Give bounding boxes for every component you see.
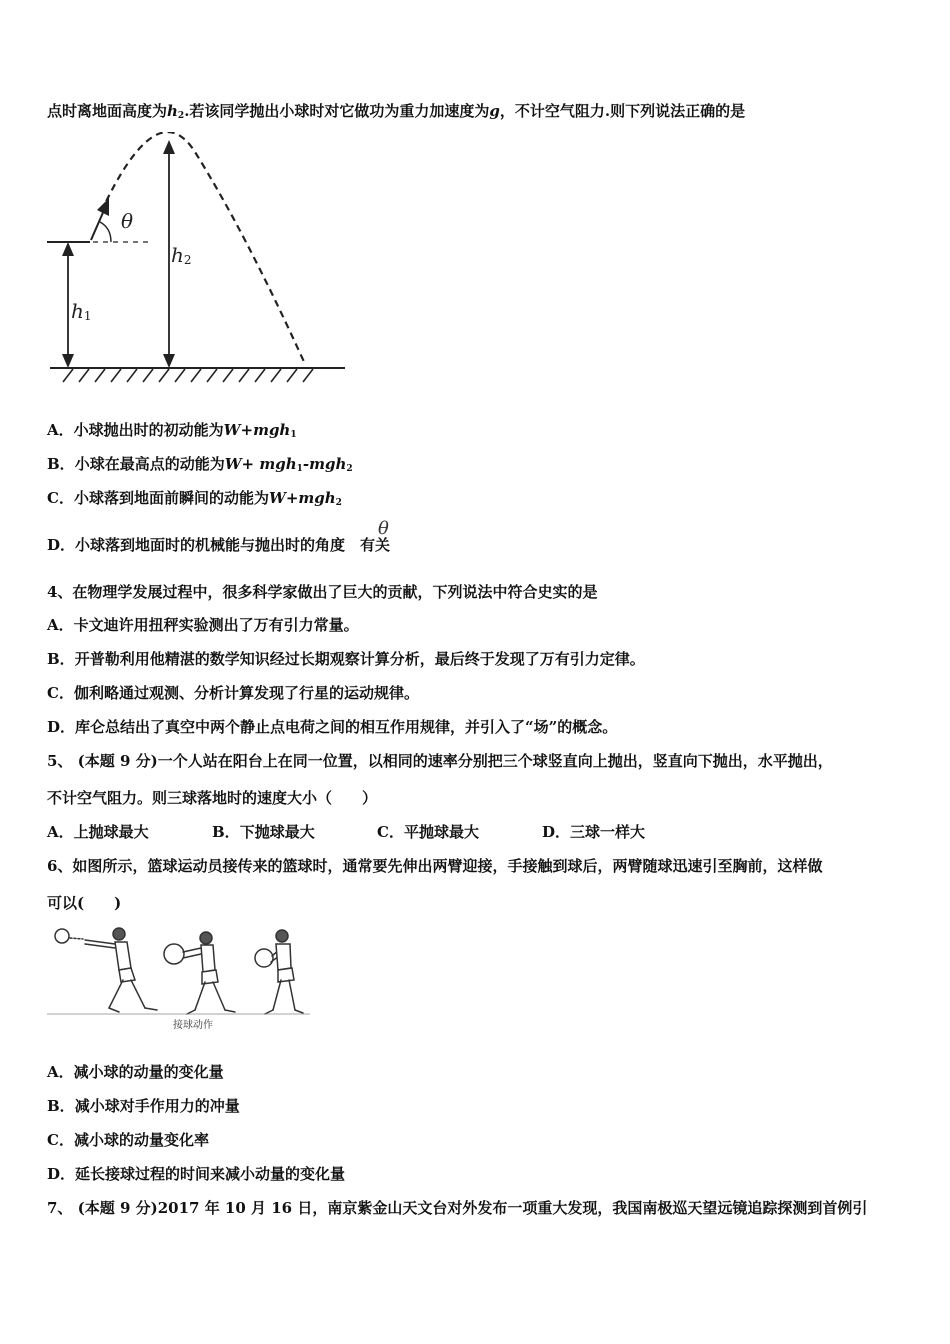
option-label: A． xyxy=(47,1063,74,1081)
option-label: B． xyxy=(212,823,240,841)
option-text: 卡文迪许用扭秤实验测出了万有引力常量。 xyxy=(73,616,359,634)
option-sub2: 2 xyxy=(346,464,353,474)
option-text: 伽利略通过观测、分析计算发现了行星的运动规律。 xyxy=(73,684,419,702)
trajectory xyxy=(101,132,305,364)
q5-option-c xyxy=(377,822,542,842)
option-label: A． xyxy=(47,421,74,439)
q4-option-b xyxy=(47,649,645,669)
q3-option-c xyxy=(47,488,342,513)
angle-arc xyxy=(100,222,111,242)
option-sub: 1 xyxy=(290,430,297,440)
option-text: 下抛球最大 xyxy=(239,823,315,841)
option-text: 减小球对手作用力的冲量 xyxy=(74,1097,240,1115)
option-label: C． xyxy=(47,684,74,702)
h2-arrow-up xyxy=(163,140,175,154)
option-label: D． xyxy=(47,718,76,736)
q6-option-d xyxy=(47,1164,345,1184)
option-text: 小球落到地面时的机械能与抛出时的角度 xyxy=(75,536,346,554)
q6-option-b xyxy=(47,1096,240,1116)
option-text: 小球落到地面前瞬间的动能为 xyxy=(73,489,269,507)
h2-arrow-down xyxy=(163,354,175,368)
option-sub: 2 xyxy=(335,498,342,508)
option-label: B． xyxy=(47,455,75,473)
option-formula2: -mgh xyxy=(302,455,347,473)
option-label: B． xyxy=(47,1097,75,1115)
option-label: B． xyxy=(47,650,75,668)
ground-hatching xyxy=(63,369,313,382)
option-label: C． xyxy=(47,1131,74,1149)
option-formula: W+ mgh xyxy=(224,455,297,473)
option-text: 开普勒利用他精湛的数学知识经过长期观察计算分析，最后终于发现了万有引力定律。 xyxy=(74,650,645,668)
option-text: 三球一样大 xyxy=(570,823,646,841)
option-text: 上抛球最大 xyxy=(73,823,149,841)
option-tail: 有关 xyxy=(360,536,391,554)
q6-option-a xyxy=(47,1062,224,1082)
option-text: 小球在最高点的动能为 xyxy=(74,455,225,473)
q6-stem-line1: 6、如图所示，篮球运动员接传来的篮球时，通常要先伸出两臂迎接，手接触到球后，两臂随球迅速引至胸前，这样做 xyxy=(47,857,823,875)
option-text: 库仑总结出了真空中两个静止点电荷之间的相互作用规律，并引入了“场”的概念。 xyxy=(75,718,618,736)
option-text: 减小球的动量变化率 xyxy=(73,1131,209,1149)
option-label: A． xyxy=(47,616,74,634)
q5-option-b xyxy=(212,822,377,842)
option-sub: 1 xyxy=(296,464,303,474)
option-text: 减小球的动量的变化量 xyxy=(73,1063,224,1081)
q5-options xyxy=(47,822,645,842)
q5-option-d xyxy=(542,823,645,841)
q4-option-a xyxy=(47,615,359,635)
q7-stem-line1: 7、 (本题 9 分)2017 年 10 月 16 日，南京紫金山天文台对外发布一项重大发现，我国南极巡天望远镜追踪探测到首例引 xyxy=(47,1199,868,1217)
q3-stem-g: g xyxy=(489,102,500,120)
h1-arrow-up xyxy=(62,242,74,256)
q3-stem-text: 点时离地面高度为 xyxy=(47,102,168,120)
q3-option-a xyxy=(47,420,297,445)
q3-stem xyxy=(47,101,745,126)
option-label: C． xyxy=(377,823,404,841)
q4-option-c xyxy=(47,683,419,703)
option-label: A． xyxy=(47,823,74,841)
option-text: 平抛球最大 xyxy=(403,823,479,841)
q3-option-d xyxy=(47,535,390,555)
q6-option-c xyxy=(47,1130,209,1150)
q4-option-d xyxy=(47,717,617,737)
q3-stem-h-sub: 2 xyxy=(177,111,185,121)
option-label: C． xyxy=(47,489,74,507)
projectile-figure xyxy=(45,132,355,387)
h1-arrow-down xyxy=(62,354,74,368)
option-formula: W+mgh xyxy=(223,421,291,439)
q4-stem: 4、在物理学发展过程中，很多科学家做出了巨大的贡献，下列说法中符合史实的是 xyxy=(47,583,598,601)
q3-stem-text2: .若该同学抛出小球时对它做功为重力加速度为 xyxy=(184,102,490,120)
q5-option-a xyxy=(47,822,212,842)
q5-stem-line2: 不计空气阻力。则三球落地时的速度大小（ ） xyxy=(47,789,378,807)
q3-option-d-theta: θ xyxy=(378,518,389,539)
option-label: D． xyxy=(542,823,571,841)
option-label: D． xyxy=(47,536,76,554)
theta-label: θ xyxy=(121,209,134,233)
option-text: 延长接球过程的时间来减小动量的变化量 xyxy=(75,1165,346,1183)
q5-stem-line1: 5、 (本题 9 分)一个人站在阳台上在同一位置，以相同的速率分别把三个球竖直向上抛出，竖直向下抛出，水平抛出， xyxy=(47,752,833,770)
option-formula: W+mgh xyxy=(268,489,336,507)
q6-stem-line2: 可以( ) xyxy=(47,894,122,912)
h1-label: h1 xyxy=(71,299,92,323)
catch-ball-figure xyxy=(45,922,315,1037)
q3-option-b xyxy=(47,454,353,479)
h2-label: h2 xyxy=(171,243,192,267)
q3-stem-end: ，不计空气阻力.则下列说法正确的是 xyxy=(499,102,746,120)
figure-caption: 接球动作 xyxy=(173,1020,213,1031)
option-text: 小球抛出时的初动能为 xyxy=(73,421,224,439)
q3-stem-h: h xyxy=(167,102,178,120)
option-label: D． xyxy=(47,1165,76,1183)
